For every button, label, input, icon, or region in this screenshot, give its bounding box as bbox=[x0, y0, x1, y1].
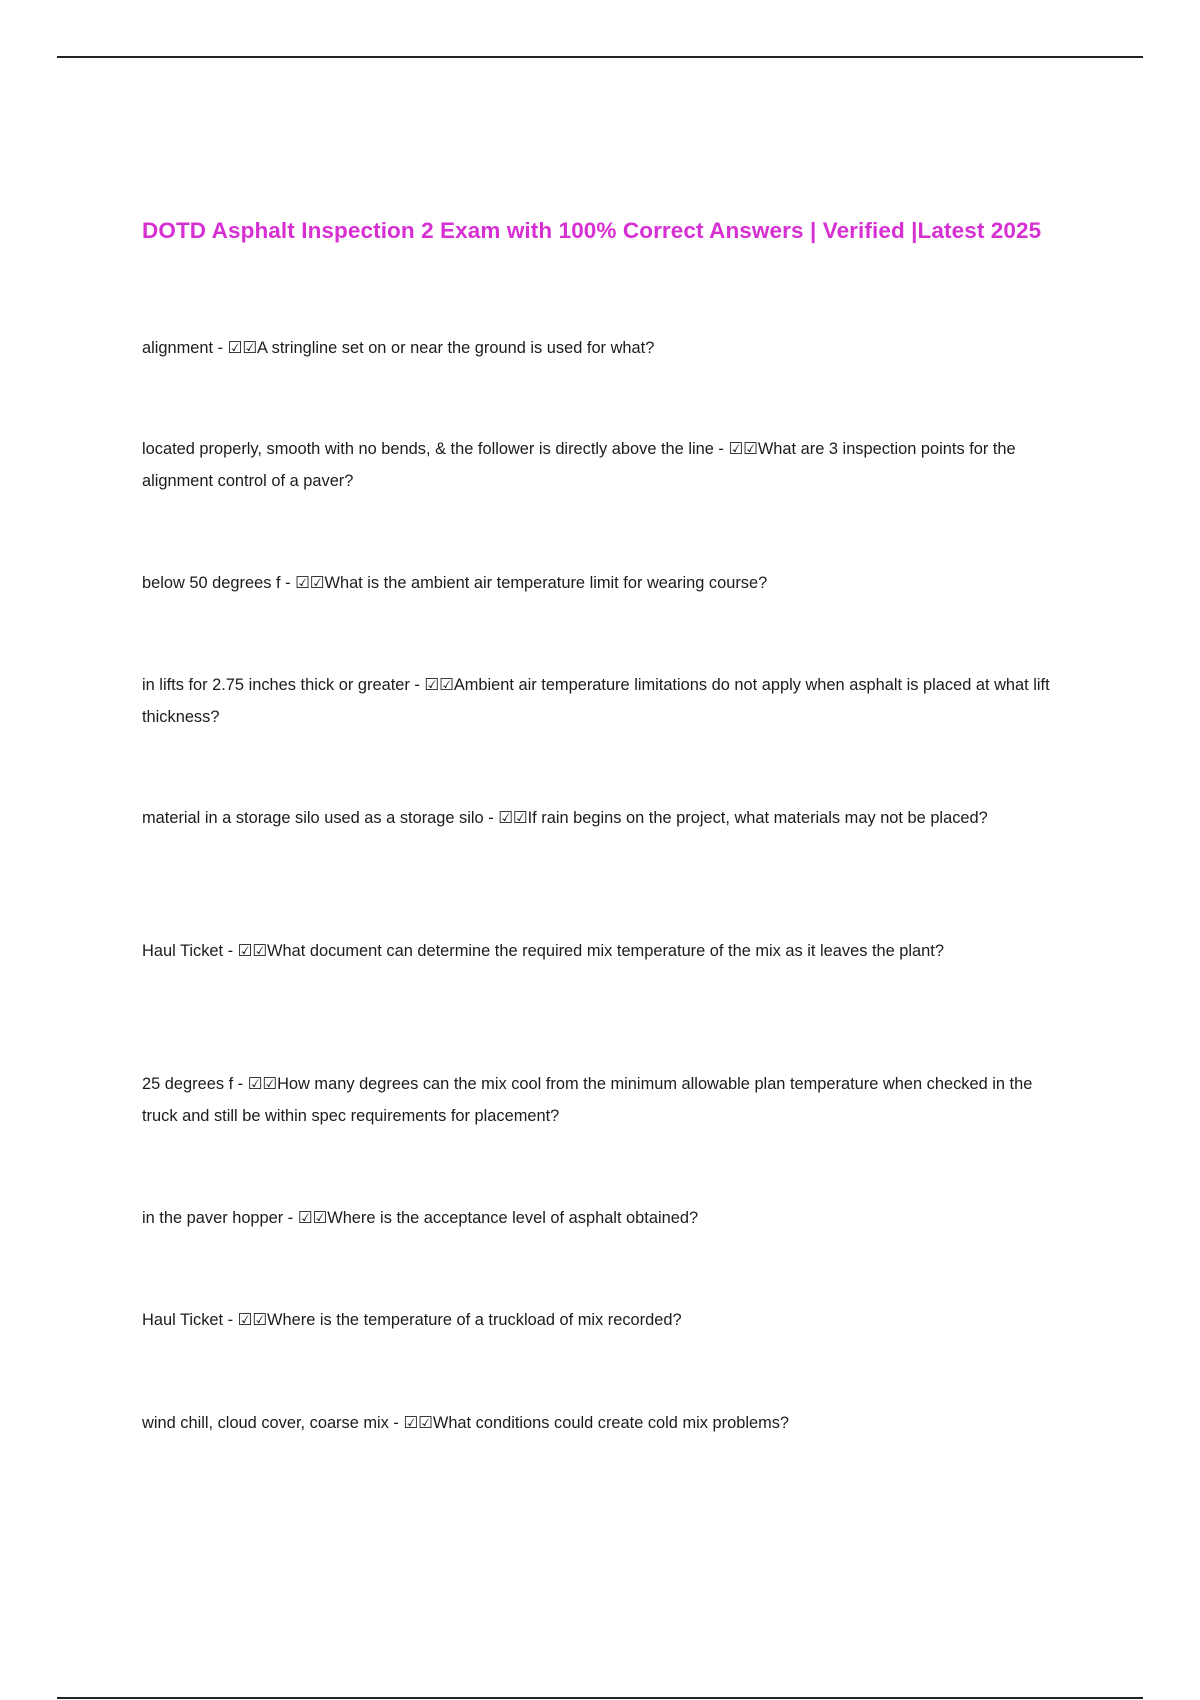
checkbox-marks-icon: ☑☑ bbox=[424, 676, 454, 694]
checkbox-marks-icon: ☑☑ bbox=[247, 1075, 278, 1093]
qa-item bbox=[142, 434, 1072, 497]
question-text: How many degrees can the mix cool from the minimum allowable plan temperature when checked in the truck and still be within spec requirements for placement? bbox=[142, 1075, 1033, 1125]
separator: - bbox=[213, 339, 228, 357]
separator: - bbox=[280, 574, 296, 592]
question-text: What conditions could create cold mix problems? bbox=[432, 1414, 790, 1432]
separator: - bbox=[713, 440, 729, 458]
checkbox-marks-icon: ☑☑ bbox=[237, 1311, 268, 1329]
question-text: What are 3 inspection points for the alignment control of a paver? bbox=[142, 440, 1016, 490]
separator: - bbox=[283, 1209, 298, 1227]
answer-text: in the paver hopper bbox=[142, 1209, 284, 1227]
answer-text: below 50 degrees f bbox=[142, 574, 281, 592]
answer-text: Haul Ticket bbox=[142, 942, 224, 960]
checkbox-marks-icon: ☑☑ bbox=[295, 574, 325, 592]
qa-item bbox=[142, 1408, 1072, 1440]
question-text: What document can determine the required mix temperature of the mix as it leaves the plant? bbox=[267, 942, 944, 960]
answer-text: located properly, smooth with no bends, & the follower is directly above the line bbox=[142, 440, 714, 458]
qa-item bbox=[142, 936, 1072, 968]
question-text: What is the ambient air temperature limit for wearing course? bbox=[324, 574, 768, 592]
question-text: Where is the temperature of a truckload of mix recorded? bbox=[267, 1311, 682, 1329]
answer-text: alignment bbox=[142, 339, 214, 357]
checkbox-marks-icon: ☑☑ bbox=[237, 942, 268, 960]
answer-text: 25 degrees f bbox=[142, 1075, 234, 1093]
checkbox-marks-icon: ☑☑ bbox=[227, 339, 258, 357]
top-rule bbox=[57, 56, 1143, 58]
qa-item bbox=[142, 670, 1072, 733]
answer-text: material in a storage silo used as a storage silo bbox=[142, 809, 484, 827]
question-text: A stringline set on or near the ground is used for what? bbox=[257, 339, 655, 357]
question-text: Where is the acceptance level of asphalt obtained? bbox=[327, 1209, 699, 1227]
separator: - bbox=[388, 1414, 404, 1432]
question-text: If rain begins on the project, what materials may not be placed? bbox=[527, 809, 988, 827]
bottom-rule bbox=[57, 1697, 1143, 1699]
checkbox-marks-icon: ☑☑ bbox=[498, 809, 528, 827]
answer-text: Haul Ticket bbox=[142, 1311, 224, 1329]
qa-item bbox=[142, 568, 1072, 600]
separator: - bbox=[223, 1311, 238, 1329]
qa-item bbox=[142, 1069, 1072, 1132]
qa-item bbox=[142, 333, 1072, 365]
answer-text: wind chill, cloud cover, coarse mix bbox=[142, 1414, 389, 1432]
separator: - bbox=[409, 676, 425, 694]
checkbox-marks-icon: ☑☑ bbox=[297, 1209, 328, 1227]
answer-text: in lifts for 2.75 inches thick or greater bbox=[142, 676, 410, 694]
question-text: Ambient air temperature limitations do not apply when asphalt is placed at what lift thickness? bbox=[142, 676, 1050, 726]
checkbox-marks-icon: ☑☑ bbox=[728, 440, 758, 458]
qa-item bbox=[142, 1203, 1072, 1235]
qa-item bbox=[142, 803, 1072, 835]
separator: - bbox=[483, 809, 499, 827]
separator: - bbox=[233, 1075, 248, 1093]
separator: - bbox=[223, 942, 238, 960]
checkbox-marks-icon: ☑☑ bbox=[403, 1414, 433, 1432]
page-title: DOTD Asphalt Inspection 2 Exam with 100% Correct Answers | Verified |Latest 2025 bbox=[142, 218, 1042, 243]
qa-item bbox=[142, 1305, 1072, 1337]
